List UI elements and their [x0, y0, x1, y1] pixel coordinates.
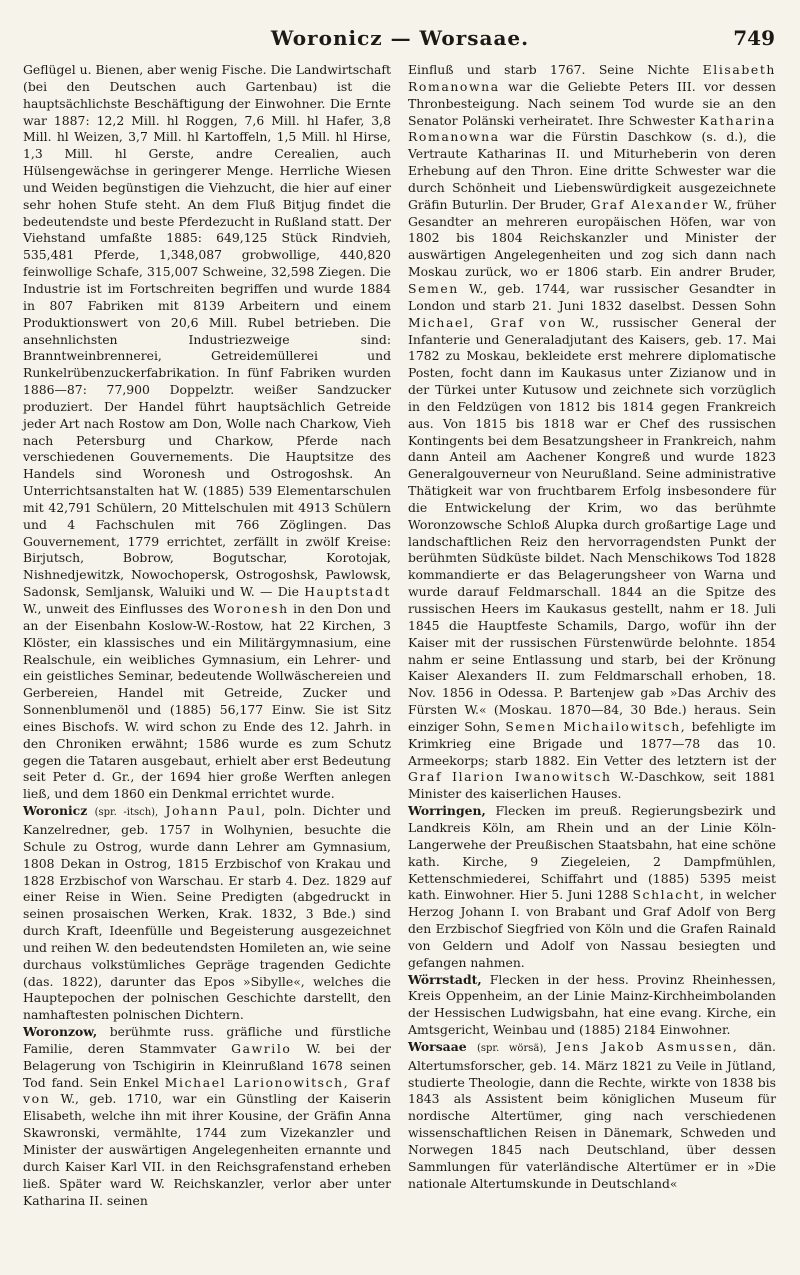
entry-woronicz: Woronicz (spr. -itsch), Johann Paul, poln. Dichter und Kanzelredner, geb. 1757 in Wolhynien, besuchte die Schule zu Ostrog, wurde dann Lehrer am Gymnasium, 1808 Dekan in Ostrog, 1815 Erzbischof von Krakau und 1828 Erzbischof von Warschau. Er starb 4. Dez. 1829 auf einer Reise in Wien. Seine Predigten (abgedruckt in seinen prosaischen Werken, Krak. 1832, 3 Bde.) sind durch Kraft, Ideenfülle und Begeisterung ausgezeichnet und reihen W. den bedeutendsten Homileten an, wie seine durchaus volkstümliches Gepräge tragenden Gedichte (das. 1822), darunter das Epos »Sibylle«, welches die Hauptepochen der polnischen Geschichte darstellt, den namhaftesten polnischen Dichtern. [23, 803, 391, 1023]
spaced-term: Semen Michailowitsch, [505, 718, 687, 734]
text-columns [23, 62, 777, 1209]
headword: Worringen, [408, 803, 486, 819]
entry-woronzow-continued: Einfluß und starb 1767. Seine Nichte Elisabeth Romanowna war die Geliebte Peters III. vor dessen Thronbesteigung. Nach seinem Tod wurde sie an den Senator Polänski verheiratet. Ihre Schwester Katharina Romanowna war die Fürstin Daschkow (s. d.), die Vertraute Katharinas II. und Miturheberin von deren Erhebung auf den Thron. Eine dritte Schwester war die durch Schönheit und Liebenswürdigkeit ausgezeichnete Gräfin Buturlin. Der Bruder, Graf Alexander W., früher Gesandter an mehreren europäischen Höfen, war von 1802 bis 1804 Reichskanzler und Minister der auswärtigen Angelegenheiten und zog sich dann nach Moskau zurück, wo er 1806 starb. Ein andrer Bruder, Semen W., geb. 1744, war russischer Gesandter in London und starb 21. Juni 1832 daselbst. Dessen Sohn Michael, Graf von W., russischer General der Infanterie und Generaladjutant des Kaisers, geb. 17. Mai 1782 zu Moskau, bekleidete erst mehrere diplomatische Posten, focht dann im Kaukasus unter Zizianow und in der Türkei unter Kutusow und zeichnete sich vorzüglich in den Feldzügen von 1812 bis 1814 gegen Frankreich aus. Von 1815 bis 1818 war er Chef des russischen Kontingents bei dem Besatzungsheer in Frankreich, nahm dann Anteil am Aachener Kongreß und wurde 1823 Generalgouverneur von Neurußland. Seine administrative Thätigkeit war von fruchtbarem Erfolg insbesondere für die Entwickelung der Krim, wo das berühmte Woronzowsche Schloß Alupka durch großartige Lage und landschaftlichen Reiz den hervorragendsten Punkt der berühmten Südküste bildet. Nach Menschikows Tod 1828 kommandierte er das Belagerungsheer von Warna und wurde darauf Feldmarschall. 1844 an die Spitze des russischen Heers im Kaukasus gestellt, nahm er 18. Juli 1845 die Hauptfeste Schamils, Dargo, wofür ihn der Kaiser mit der russischen Fürstenwürde belohnte. 1854 nahm er seine Entlassung und starb, bei der Krönung Kaiser Alexanders II. zum Feldmarschall erhoben, 18. Nov. 1856 in Odessa. P. Bartenjew gab »Das Archiv des Fürsten W.« (Moskau. 1870—84, 30 Bde.) heraus. Sein einziger Sohn, Semen Michailowitsch, befehligte im Krimkrieg eine Brigade und 1877—78 das 10. Armeekorps; starb 1882. Ein Vetter des letztern ist der Graf Ilarion Iwanowitsch W.-Daschkow, seit 1881 Minister des kaiserlichen Hauses. [408, 62, 776, 802]
spaced-term: Michael, Graf von [408, 314, 567, 330]
spaced-term: Elisabeth Romanowna [408, 62, 776, 94]
running-head: Woronicz — Worsaae. [270, 26, 530, 50]
spaced-term: Schlacht, [632, 887, 706, 903]
spaced-term: Michael Larionowitsch, Graf von [23, 1074, 391, 1107]
entry-woronesh-continued: Geflügel u. Bienen, aber wenig Fische. Die Landwirtschaft (bei den Deutschen auch Gartenbau) ist die hauptsächlichste Beschäftigung der Einwohner. Die Ernte war 1887: 12,2 Mill. hl Roggen, 7,6 Mill. hl Hafer, 3,8 Mill. hl Weizen, 3,7 Mill. hl Kartoffeln, 1,5 Mill. hl Hirse, 1,3 Mill. hl Gerste, andre Cerealien, auch Hülsengewächse in geringerer Menge. Herrliche Wiesen und Weiden begünstigen die Viehzucht, die hier auf einer sehr hohen Stufe steht. An dem Fluß Bitjug findet die bedeutendste und beste Pferdezucht in Rußland statt. Der Viehstand umfaßte 1885: 649,125 Stück Rindvieh, 535,481 Pferde, 1,348,087 grobwollige, 440,820 feinwollige Schafe, 315,007 Schweine, 32,598 Ziegen. Die Industrie ist im Fortschreiten begriffen und wurde 1884 in 807 Fabriken mit 8139 Arbeitern und einem Produktionswert von 20,6 Mill. Rubel betrieben. Die ansehnlichsten Industriezweige sind: Branntweinbrennerei, Getreidemüllerei und Runkelrübenzuckerfabrikation. In fünf Fabriken wurden 1886—87: 77,900 Doppelztr. weißer Sandzucker produziert. Der Handel führt hauptsächlich Getreide jeder Art nach Rostow am Don, Wolle nach Charkow, Vieh nach Petersburg und Charkow, Pferde nach verschiedenen Gouvernements. Die Hauptsitze des Handels sind Woronesh und Ostrogoshsk. An Unterrichtsanstalten hat W. (1885) 539 Elementarschulen mit 42,791 Schülern, 20 Mittelschulen mit 4913 Schülern und 4 Fachschulen mit 766 Zöglingen. Das Gouvernement, 1779 errichtet, zerfällt in zwölf Kreise: Birjutsch, Bobrow, Bogutschar, Korotojak, Nishnedjewitzk, Nowochopersk, Ostrogoshsk, Pawlowsk, Sadonsk, Semljansk, Waluiki und W. — Die Hauptstadt W., unweit des Einflusses des Woronesh in den Don und an der Eisenbahn Koslow-W.-Rostow, hat 22 Kirchen, 3 Klöster, ein klassisches und ein Militärgymnasium, eine Realschule, ein weibliches Gymnasium, ein Lehrer- und ein geistliches Seminar, bedeutende Wollwäschereien und Gerbereien, Handel mit Getreide, Zucker und Sonnenblumenöl und (1885) 56,177 Einw. Sie ist Sitz eines Bischofs. W. wird schon zu Ende des 12. Jahrh. in den Chroniken erwähnt; 1586 wurde es zum Schutz gegen die Tataren ausgebaut, erhielt aber erst Bedeutung seit Peter d. Gr., der 1694 hier große Werften anlegen ließ, und dem 1860 ein Denkmal errichtet wurde. [23, 62, 391, 802]
entry-worsaae: Worsaae (spr. wörsä), Jens Jakob Asmussen, dän. Altertumsforscher, geb. 14. März 1821 zu Veile in Jütland, studierte Theologie, dann die Rechte, wirkte von 1838 bis 1843 als Assistent beim königlichen Museum für nordische Altertümer, ging nach verschiedenen wissenschaftlichen Reisen in Dänemark, Schweden und Norwegen 1845 nach Deutschland, über dessen Sammlungen für vaterländische Altertümer er in »Die nationale Altertumskunde in Deutschland« [408, 1038, 776, 1191]
spaced-term: Jens Jakob Asmussen, [556, 1038, 739, 1054]
right-column [408, 62, 776, 1209]
entry-worringen: Worringen, Flecken im preuß. Regierungsbezirk und Landkreis Köln, am Rhein und an der Linie Köln-Langerwehe der Preußischen Staatsbahn, hat eine schöne kath. Kirche, 9 Ziegeleien, 2 Dampfmühlen, Kettenschmiederei, Schiffahrt und (1885) 5395 meist kath. Einwohner. Hier 5. Juni 1288 Schlacht, in welcher Herzog Johann I. von Brabant und Graf Adolf von Berg den Erzbischof Siegfried von Köln und die Grafen Rainald von Geldern und Adolf von Nassau besiegten und gefangen nahmen. [408, 803, 776, 970]
spaced-term: Johann Paul, [165, 803, 267, 819]
pronunciation: (spr. wörsä), [476, 1042, 547, 1054]
entry-worrstadt: Wörrstadt, Flecken in der hess. Provinz Rheinhessen, Kreis Oppenheim, an der Linie Mainz-Kirchheimbolanden der Hessischen Ludwigsbahn, hat eine evang. Kirche, ein Amtsgericht, Weinbau und (1885) 2184 Einwohner. [408, 971, 776, 1038]
spaced-term: Hauptstadt [304, 584, 391, 600]
page-header [23, 18, 777, 62]
spaced-term: Graf Ilarion Iwanowitsch [408, 769, 612, 785]
headword: Woronzow, [23, 1024, 98, 1040]
spaced-term: Gawrilo [231, 1040, 292, 1056]
spaced-term: Graf Alexander [590, 196, 710, 212]
page-number: 749 [733, 26, 775, 50]
entry-woronzow: Woronzow, berühmte russ. gräfliche und fürstliche Familie, deren Stammvater Gawrilo W. bei der Belagerung von Tschigirin in Kleinrußland 1678 seinen Tod fand. Sein Enkel Michael Larionowitsch, Graf von W., geb. 1710, war ein Günstling der Kaiserin Elisabeth, welche ihn mit ihrer Kousine, der Gräfin Anna Skawronski, vermählte, 1744 zum Vizekanzler und Minister der auswärtigen Angelegenheiten ernannte und durch Kaiser Karl VII. in den Reichsgrafenstand erheben ließ. Später ward W. Reichskanzler, verlor aber unter Katharina II. seinen [23, 1024, 391, 1208]
spaced-term: Woronesh [213, 601, 289, 616]
spaced-term: Katharina Romanowna [408, 112, 776, 145]
left-column [23, 62, 391, 1209]
headword: Woronicz [23, 803, 88, 819]
headword: Worsaae [408, 1038, 467, 1054]
headword: Wörrstadt, [408, 971, 482, 987]
pronunciation: (spr. -itsch), [94, 807, 159, 819]
spaced-term: Semen [408, 280, 459, 296]
